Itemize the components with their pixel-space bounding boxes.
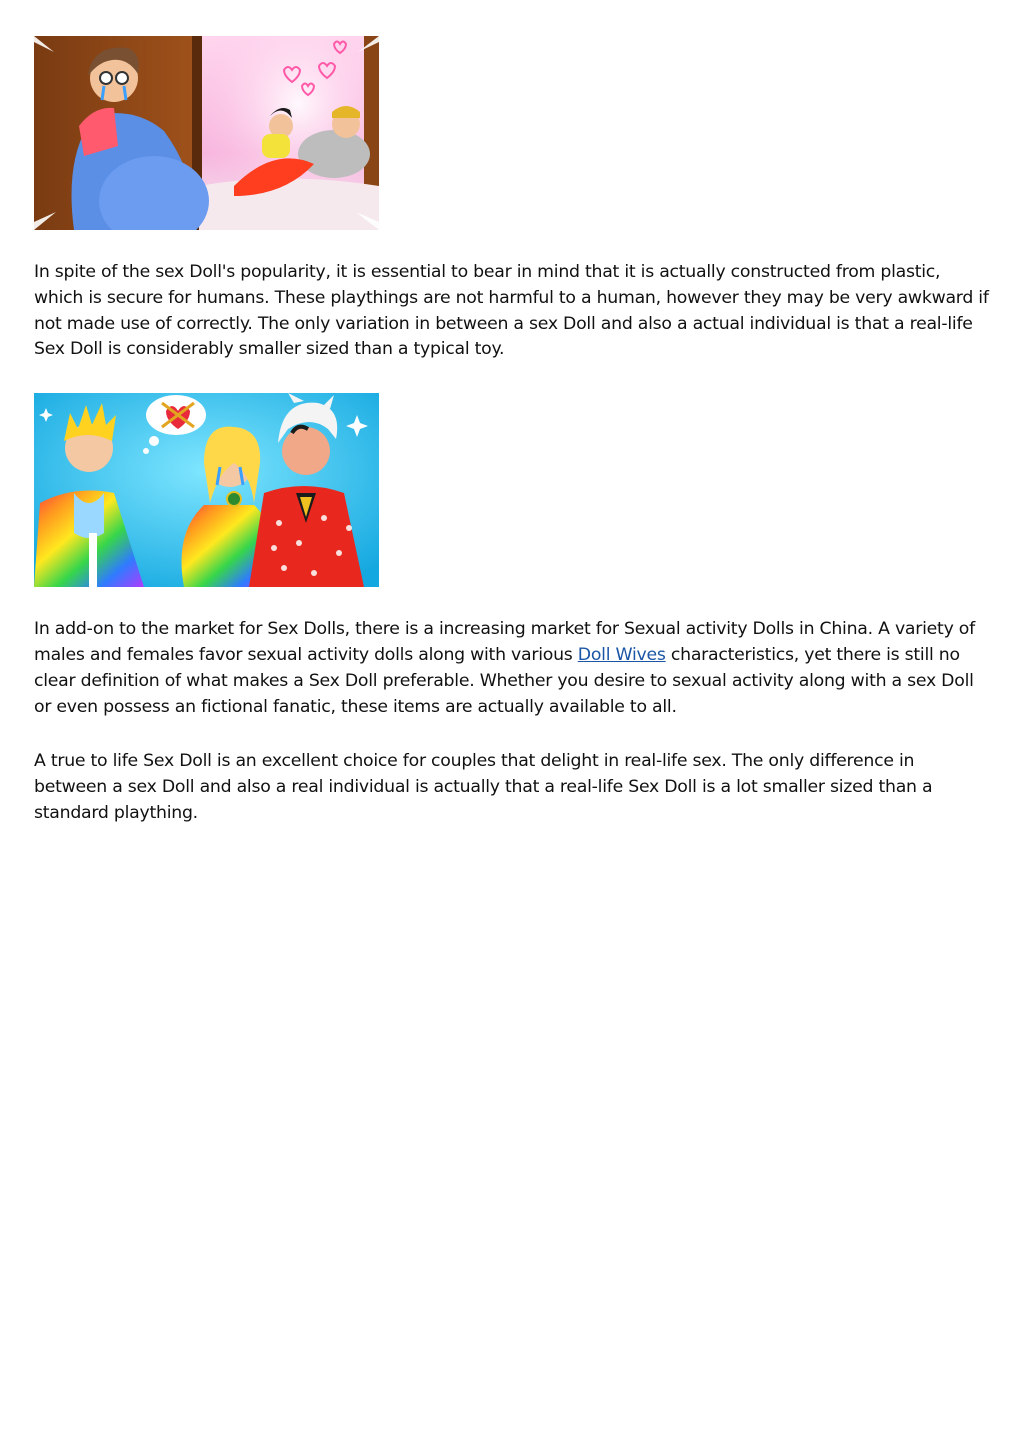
doll-wives-link[interactable]: Doll Wives <box>577 644 666 665</box>
paragraph-2-text-start: In add-on to the market for Sex Dolls, there is a increasing market for Sexual activity Dolls in China. A variety of males and females favor sexual activity dolls along with various <box>34 619 975 665</box>
document-page <box>34 36 990 827</box>
paragraph-3: A true to life Sex Doll is an excellent choice for couples that delight in real-life sex. The only difference in between a sex Doll and also a real individual is actually that a real-life Sex Doll is a lot smaller sized than a standard plaything. <box>34 751 933 823</box>
paragraph-2 <box>34 617 990 720</box>
cartoon-illustration-2 <box>34 393 379 587</box>
paragraph-2-text-end: characteristics, yet there is still no clear definition of what makes a Sex Doll preferable. Whether you desire to sexual activity along with a sex Doll or even possess an fictional fanatic, these items are actually available to all. <box>34 644 974 717</box>
paragraph-1: In spite of the sex Doll's popularity, it is essential to bear in mind that it is actually constructed from plastic, which is secure for humans. These playthings are not harmful to a human, however they may be very awkward if not made use of correctly. The only variation in between a sex Doll and also a actual individual is that a real-life Sex Doll is considerably smaller sized than a typical toy. <box>34 262 989 360</box>
cartoon-illustration-1 <box>34 36 379 230</box>
